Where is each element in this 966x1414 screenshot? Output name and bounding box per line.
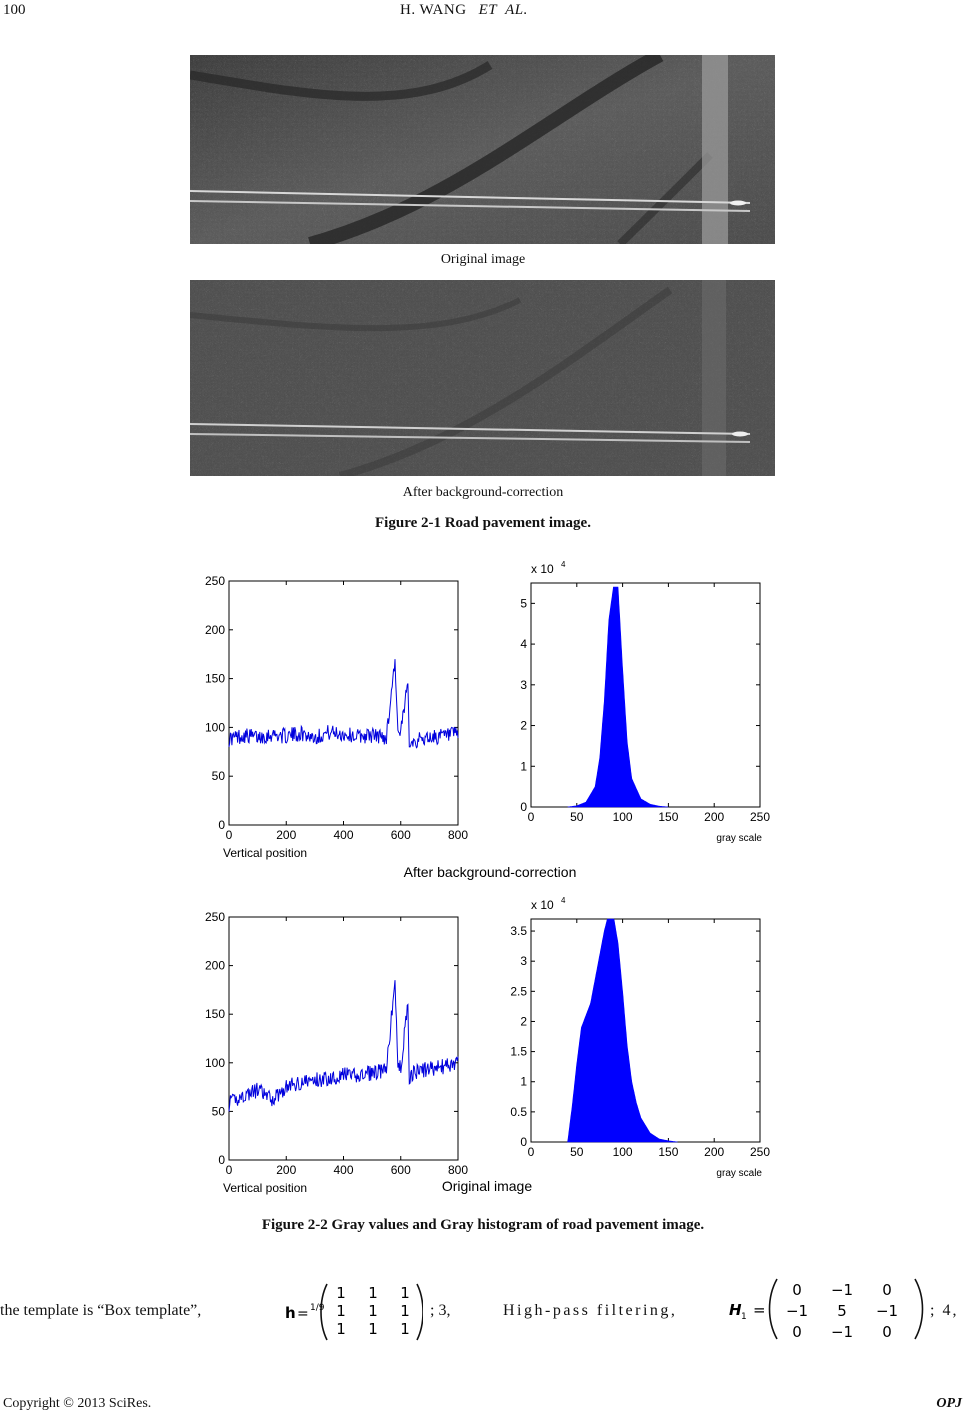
row1-gray-values-ytick-label: 200	[204, 622, 225, 637]
row2-gray-values-xtick-label: 600	[390, 1163, 411, 1177]
row2-title: Original image	[441, 1178, 533, 1194]
running-header-al: AL.	[505, 2, 528, 18]
h-matrix-cell: 1	[368, 1320, 378, 1338]
row2-gray-histogram-ytick-label: 1	[520, 1074, 527, 1089]
row1-gray-histogram-xlabel: gray scale	[716, 833, 762, 844]
row1-gray-histogram-ytick-label: 3	[520, 677, 527, 692]
footer-copyright: Copyright © 2013 SciRes.	[3, 1396, 152, 1411]
H-matrix-cell: 5	[837, 1302, 847, 1320]
body-text-right: High-pass filtering,	[503, 1302, 678, 1319]
high-pass-matrix	[727, 1275, 927, 1343]
row2-gray-histogram-xtick-label: 100	[612, 1145, 633, 1159]
row1-gray-values-xtick-label: 600	[390, 828, 411, 842]
h-matrix-cell: 1	[400, 1302, 410, 1320]
original-road-photo	[190, 55, 775, 244]
row2-gray-values-xlabel: Vertical position	[223, 1181, 308, 1195]
running-header	[400, 2, 528, 19]
row2-gray-values-xtick-label: 0	[225, 1163, 233, 1177]
original-image-caption: Original image	[440, 252, 526, 267]
figure-2-1-caption: Figure 2-1 Road pavement image.	[375, 515, 591, 531]
row1-gray-values-ytick-label: 150	[204, 671, 225, 686]
h-matrix-cell: 1	[400, 1320, 410, 1338]
row2-gray-values-xtick-label: 800	[447, 1163, 469, 1177]
row1-gray-histogram-xtick-label: 100	[612, 810, 633, 824]
h-matrix-cell: 1	[368, 1284, 378, 1302]
H-subscript: 1	[741, 1312, 747, 1322]
row2-gray-values-xtick-label: 200	[276, 1163, 297, 1177]
H-matrix-cell: 0	[882, 1281, 892, 1299]
row1-gray-histogram-ytick-label: 5	[520, 596, 527, 611]
after-background-correction-caption: After background-correction	[402, 485, 564, 500]
h-fraction: 1/9	[310, 1303, 325, 1313]
row1-gray-histogram-xtick-label: 150	[658, 810, 679, 824]
row1-gray-values-ytick-label: 50	[211, 769, 225, 784]
body-text-left-sentence: the template is “Box template”,	[0, 1302, 202, 1319]
row2-gray-values-ytick-label: 100	[204, 1055, 225, 1070]
row1-gray-histogram-frame	[531, 583, 760, 807]
row2-gray-histogram-ytick-label: 0	[520, 1135, 527, 1149]
row1-gray-values-frame	[229, 581, 458, 825]
row2-gray-values-xtick-label: 400	[333, 1163, 354, 1177]
row2-gray-values-ytick-label: 250	[204, 910, 225, 924]
row2-gray-histogram-xtick-label: 150	[658, 1145, 679, 1159]
row1-title: After background-correction	[403, 864, 577, 880]
row2-gray-histogram-frame	[531, 919, 760, 1142]
row2-gray-histogram-ytick-label: 3.5	[510, 924, 527, 939]
H-matrix-cell: −1	[875, 1302, 899, 1320]
row2-gray-values-frame	[229, 917, 458, 1160]
h-matrix-cell: 1	[336, 1320, 346, 1338]
row1-gray-values-xtick-label: 0	[225, 828, 233, 842]
H-label: H	[729, 1301, 742, 1319]
H-equals: =	[753, 1301, 766, 1319]
row1-gray-histogram-ytick-label: 0	[520, 800, 527, 814]
footer-journal: OPJ	[936, 1396, 962, 1411]
h-matrix-cell: 1	[336, 1302, 346, 1320]
h-matrix-cell: 1	[400, 1284, 410, 1302]
row2-gray-histogram-xtick-label: 250	[749, 1145, 771, 1159]
box-template-equation	[283, 1280, 423, 1349]
row1-gray-values-ytick-label: 100	[204, 720, 225, 735]
row2-gray-histogram-ytick-label: 2	[520, 1014, 527, 1029]
row1-gray-histogram-ytick-label: 1	[520, 759, 527, 774]
h-matrix-cell: 1	[368, 1302, 378, 1320]
row2-gray-histogram-exponent-label: x 10	[531, 898, 554, 912]
row1-gray-values-ytick-label: 0	[218, 818, 225, 832]
row2-gray-histogram-exponent-power: 4	[561, 896, 566, 905]
background-corrected-photo	[190, 280, 775, 476]
running-header-authors: H. WANG	[400, 2, 467, 18]
H-matrix-cell: 0	[792, 1323, 802, 1341]
row2-gray-histogram-xtick-label: 50	[570, 1145, 584, 1159]
row1-gray-histogram-xtick-label: 50	[570, 810, 584, 824]
H-matrix-cell: −1	[830, 1281, 854, 1299]
row2-gray-values-ytick-label: 150	[204, 1007, 225, 1022]
H-matrix-cell: −1	[830, 1323, 854, 1341]
row1-gray-values-xlabel: Vertical position	[223, 846, 308, 860]
row2-gray-histogram-xlabel: gray scale	[716, 1168, 762, 1179]
row1-gray-histogram-xtick-label: 0	[527, 810, 535, 824]
running-header-et: ET	[478, 2, 498, 18]
row2-gray-histogram-xtick-label: 200	[704, 1145, 725, 1159]
row1-gray-histogram-ytick-label: 2	[520, 718, 527, 733]
figure-2-2-caption: Figure 2-2 Gray values and Gray histogram of road pavement image.	[261, 1217, 705, 1233]
H-matrix-cell: 0	[792, 1281, 802, 1299]
row2-gray-histogram-ytick-label: 0.5	[510, 1104, 527, 1119]
row2-gray-values-ytick-label: 200	[204, 958, 225, 973]
h-equals: =	[297, 1306, 309, 1322]
body-text-left-after: ; 3,	[430, 1302, 451, 1319]
box-template-matrix	[283, 1280, 423, 1344]
body-text-left	[0, 1302, 201, 1320]
figure-2-2-plots	[190, 555, 775, 1205]
row2-gray-values-ytick-label: 50	[211, 1104, 225, 1119]
row1-gray-histogram-exponent-label: x 10	[531, 562, 554, 576]
row2-gray-values-ytick-label: 0	[218, 1153, 225, 1167]
high-pass-equation	[727, 1275, 927, 1348]
h-label: h	[285, 1304, 296, 1322]
row1-gray-histogram-xtick-label: 200	[704, 810, 725, 824]
H-matrix-cell: −1	[785, 1302, 809, 1320]
row1-gray-histogram-exponent-power: 4	[561, 560, 566, 569]
row2-gray-histogram-ytick-label: 3	[520, 954, 527, 969]
row2-gray-histogram-ytick-label: 1.5	[510, 1044, 527, 1059]
row1-gray-values-xtick-label: 800	[447, 828, 469, 842]
H-matrix-cell: 0	[882, 1323, 892, 1341]
body-text-right-after: ; 4,	[930, 1302, 959, 1319]
row2-gray-histogram-xtick-label: 0	[527, 1145, 535, 1159]
row1-gray-values-xtick-label: 400	[333, 828, 354, 842]
row1-gray-values-xtick-label: 200	[276, 828, 297, 842]
row1-gray-histogram-xtick-label: 250	[749, 810, 771, 824]
h-matrix-cell: 1	[336, 1284, 346, 1302]
page-number: 100	[3, 2, 26, 18]
row2-gray-histogram-ytick-label: 2.5	[510, 984, 527, 999]
figure-2-2	[190, 555, 775, 1205]
row1-gray-histogram-ytick-label: 4	[520, 637, 527, 652]
row1-gray-values-ytick-label: 250	[204, 574, 225, 588]
